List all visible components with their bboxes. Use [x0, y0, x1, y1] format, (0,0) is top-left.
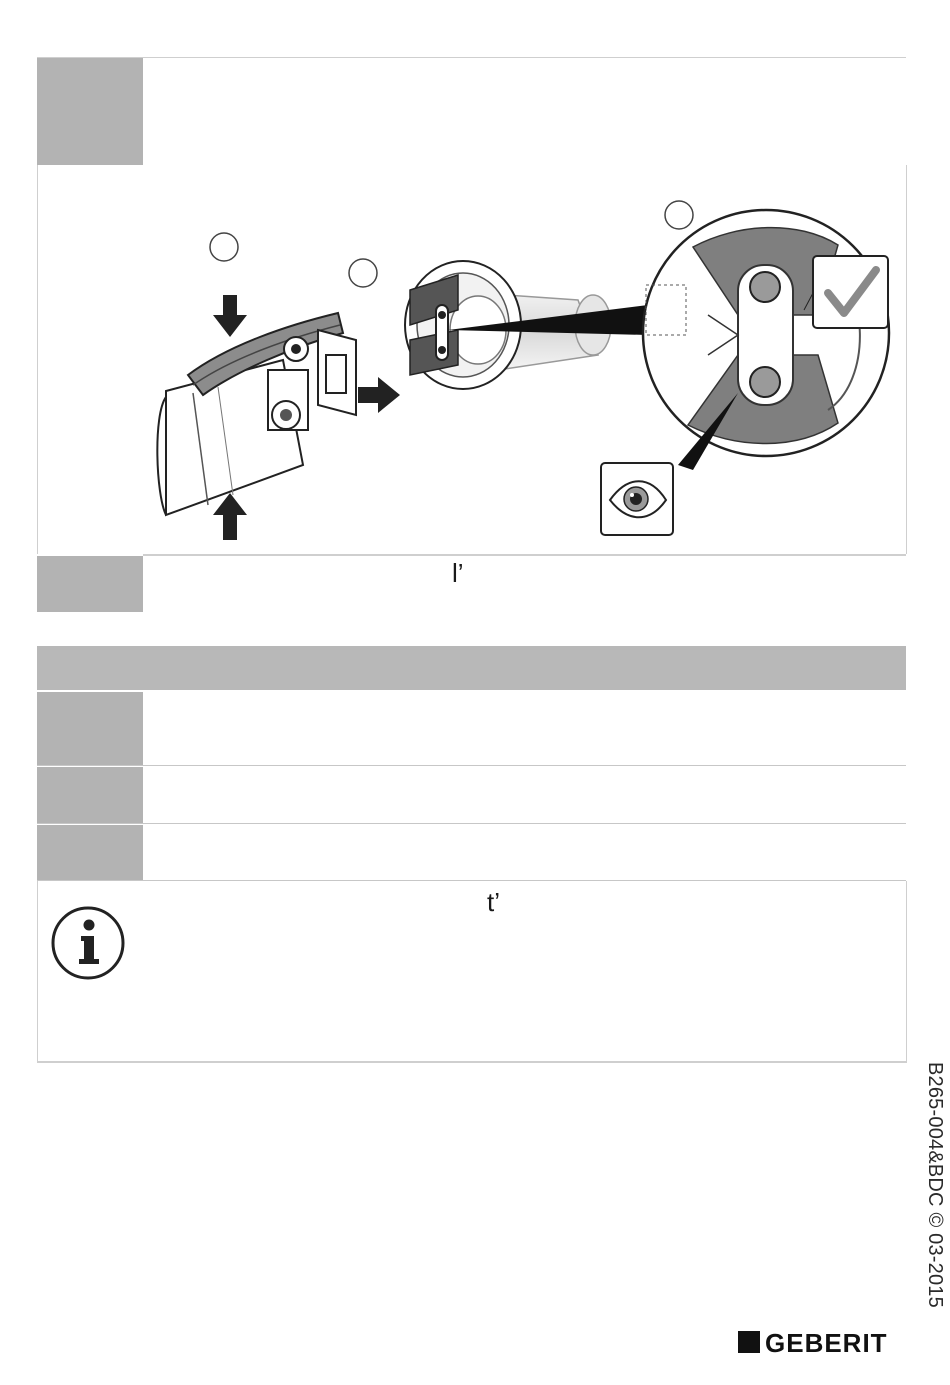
table-row-divider — [37, 823, 906, 824]
step-block — [37, 57, 906, 613]
logo-square-icon — [738, 1331, 760, 1353]
step-number-cell — [37, 58, 143, 165]
press-tool-icon — [157, 295, 400, 540]
note-text-fragment: t’ — [487, 887, 500, 917]
info-icon — [48, 903, 128, 983]
magnified-inspection-icon — [643, 210, 889, 470]
table-row-number-cell — [37, 692, 143, 765]
brand-logo — [738, 1328, 908, 1358]
step-marker-2 — [349, 259, 377, 287]
step-marker-3 — [665, 201, 693, 229]
table-header — [37, 646, 906, 690]
press-tool-illustration — [38, 165, 906, 554]
divider — [143, 554, 906, 556]
table-row-divider — [37, 765, 906, 766]
check-mark-icon — [804, 256, 888, 328]
step-number-cell — [37, 556, 143, 612]
step-text-fragment: l’ — [452, 558, 464, 588]
press-collar-icon — [405, 261, 648, 389]
info-note-box — [37, 881, 907, 1063]
brand-name: GEBERIT — [765, 1328, 888, 1358]
eye-icon — [601, 463, 673, 535]
document-code — [920, 1062, 950, 1369]
document-code-text: B265-004&BDC © 03-2015 — [924, 1062, 946, 1308]
step-marker-1 — [210, 233, 238, 261]
illustration-frame — [37, 165, 907, 554]
table-row-number-cell — [37, 767, 143, 823]
table-row-number-cell — [37, 825, 143, 880]
